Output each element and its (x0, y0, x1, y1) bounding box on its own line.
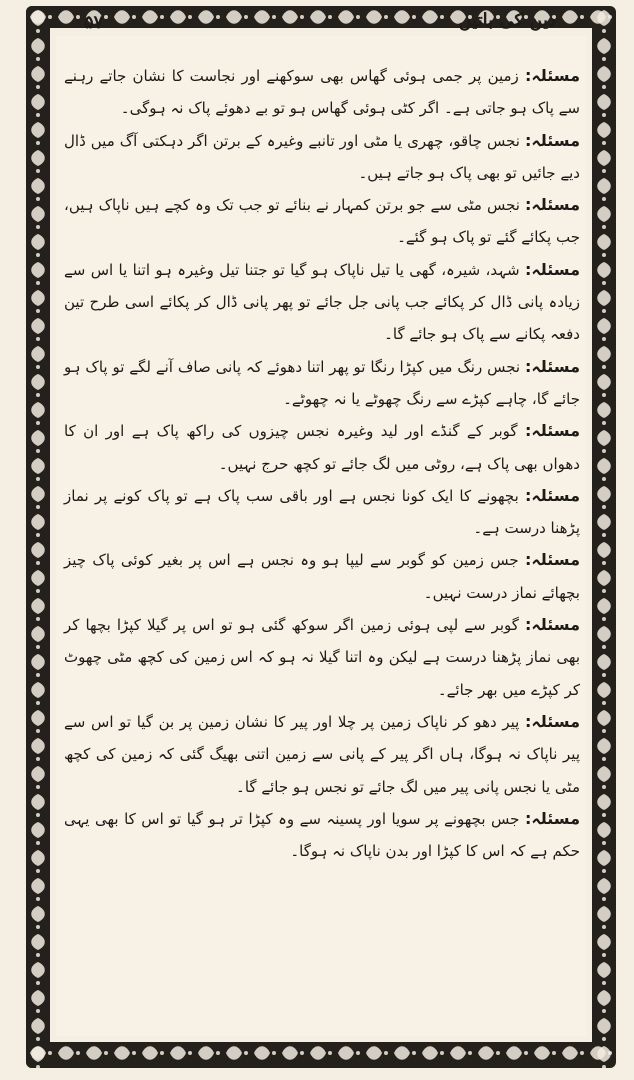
page-body (58, 60, 584, 867)
masala-text: نجس مٹی سے جو برتن کمہار نے بنائے تو جب تک وہ کچے ہیں ناپاک ہیں، جب پکائے گئے تو پاک ہو گئے۔ (64, 196, 580, 247)
masala-paragraph (58, 351, 584, 416)
left-vine-leaf-icon (26, 6, 50, 1068)
masala-paragraph (58, 60, 584, 125)
masala-label: مسئلہ: (524, 615, 580, 635)
masala-text: بچھونے کا ایک کونا نجس ہے اور باقی سب پاک ہے تو پاک کونے پر نماز پڑھنا درست ہے۔ (64, 486, 580, 538)
masala-paragraph (58, 803, 584, 868)
masala-paragraph (58, 544, 584, 609)
masala-paragraph (58, 254, 584, 351)
masala-label: مسئلہ: (524, 485, 580, 505)
masala-paragraph (58, 189, 584, 254)
masala-label: مسئلہ: (524, 66, 580, 85)
page-header (56, 8, 586, 38)
masala-label: مسئلہ: (524, 808, 580, 828)
masala-paragraph (58, 415, 584, 480)
masala-paragraph (58, 609, 584, 706)
masala-text: گوبر سے لپی ہوئی زمین اگر سوکھ گئی ہو تو اس پر گیلا کپڑا بچھا کر بھی نماز پڑھنا درست ہے لیکن وہ اتنا گیلا نہ ہو کہ اس زمین کی کچھ مٹی چھوٹ کر کپڑے میں بھر جائے۔ (64, 616, 580, 699)
bottom-vine-leaf-icon (26, 1042, 614, 1068)
masala-text: پیر دھو کر ناپاک زمین پر چلا اور پیر کا نشان زمین پر بن گیا تو اس سے پیر ناپاک نہ ہوگا، ہاں اگر پیر کے پانی سے زمین اتنی بھیگ گئی کہ زمین کی کچھ مٹی یا نجس پانی پیر میں لگ جائے تو نجس ہو جائے گا۔ (64, 712, 580, 796)
masala-paragraph (58, 125, 584, 190)
masala-text: جس زمین کو گوبر سے لیپا ہو وہ نجس ہے اس پر بغیر کوئی پاک چیز بچھائے نماز درست نہیں۔ (64, 551, 580, 602)
page-number: ۵۷ (84, 12, 104, 33)
masala-label: مسئلہ: (524, 259, 580, 279)
running-title: دین کی باتیں (458, 10, 556, 31)
masala-label: مسئلہ: (524, 356, 580, 376)
masala-text: گوبر کے گنڈے اور لید وغیرہ نجس چیزوں کی راکھ پاک ہے اور ان کا دھواں بھی پاک ہے، روٹی میں لگ جائے تو کچھ حرج نہیں۔ (64, 422, 580, 473)
masala-text: نجس رنگ میں کپڑا رنگا تو پھر اتنا دھوئے کہ پانی صاف آنے لگے تو پاک ہو جائے گا، چاہے کپڑے سے رنگ چھوٹے یا نہ چھوٹے۔ (64, 357, 580, 408)
masala-label: مسئلہ: (524, 130, 580, 150)
masala-text: نجس چاقو، چھری یا مٹی اور تانبے وغیرہ کے برتن اگر دہکتی آگ میں ڈال دیے جائیں تو بھی پاک ہو جاتے ہیں۔ (64, 131, 580, 182)
masala-label: مسئلہ: (524, 550, 580, 570)
masala-text: جس بچھونے پر سویا اور پسینہ سے وہ کپڑا تر ہو گیا تو اس کا بھی یہی حکم ہے کہ اس کا کپڑا اور بدن ناپاک نہ ہوگا۔ (64, 809, 580, 861)
masala-label: مسئلہ: (524, 421, 580, 441)
masala-paragraph (58, 480, 584, 545)
masala-label: مسئلہ: (524, 195, 580, 215)
masala-label: مسئلہ: (524, 711, 580, 731)
masala-text: شہد، شیرہ، گھی یا تیل ناپاک ہو گیا تو جتنا تیل وغیرہ ہو اتنا یا اس سے زیادہ پانی ڈال کر پکائے جب پانی جل جائے تو پھر پانی ڈال کر پکائے اسی طرح تین دفعہ پکانے سے پاک ہو جائے گا۔ (64, 260, 580, 344)
masala-paragraph (58, 706, 584, 803)
right-vine-leaf-icon (592, 6, 616, 1068)
masala-text: زمین پر جمی ہوئی گھاس بھی سوکھنے اور نجاست کا نشان جاتے رہنے سے پاک ہو جاتی ہے۔ اگر کٹی ہوئی گھاس ہو تو بے دھوئے پاک نہ ہوگی۔ (64, 67, 580, 118)
